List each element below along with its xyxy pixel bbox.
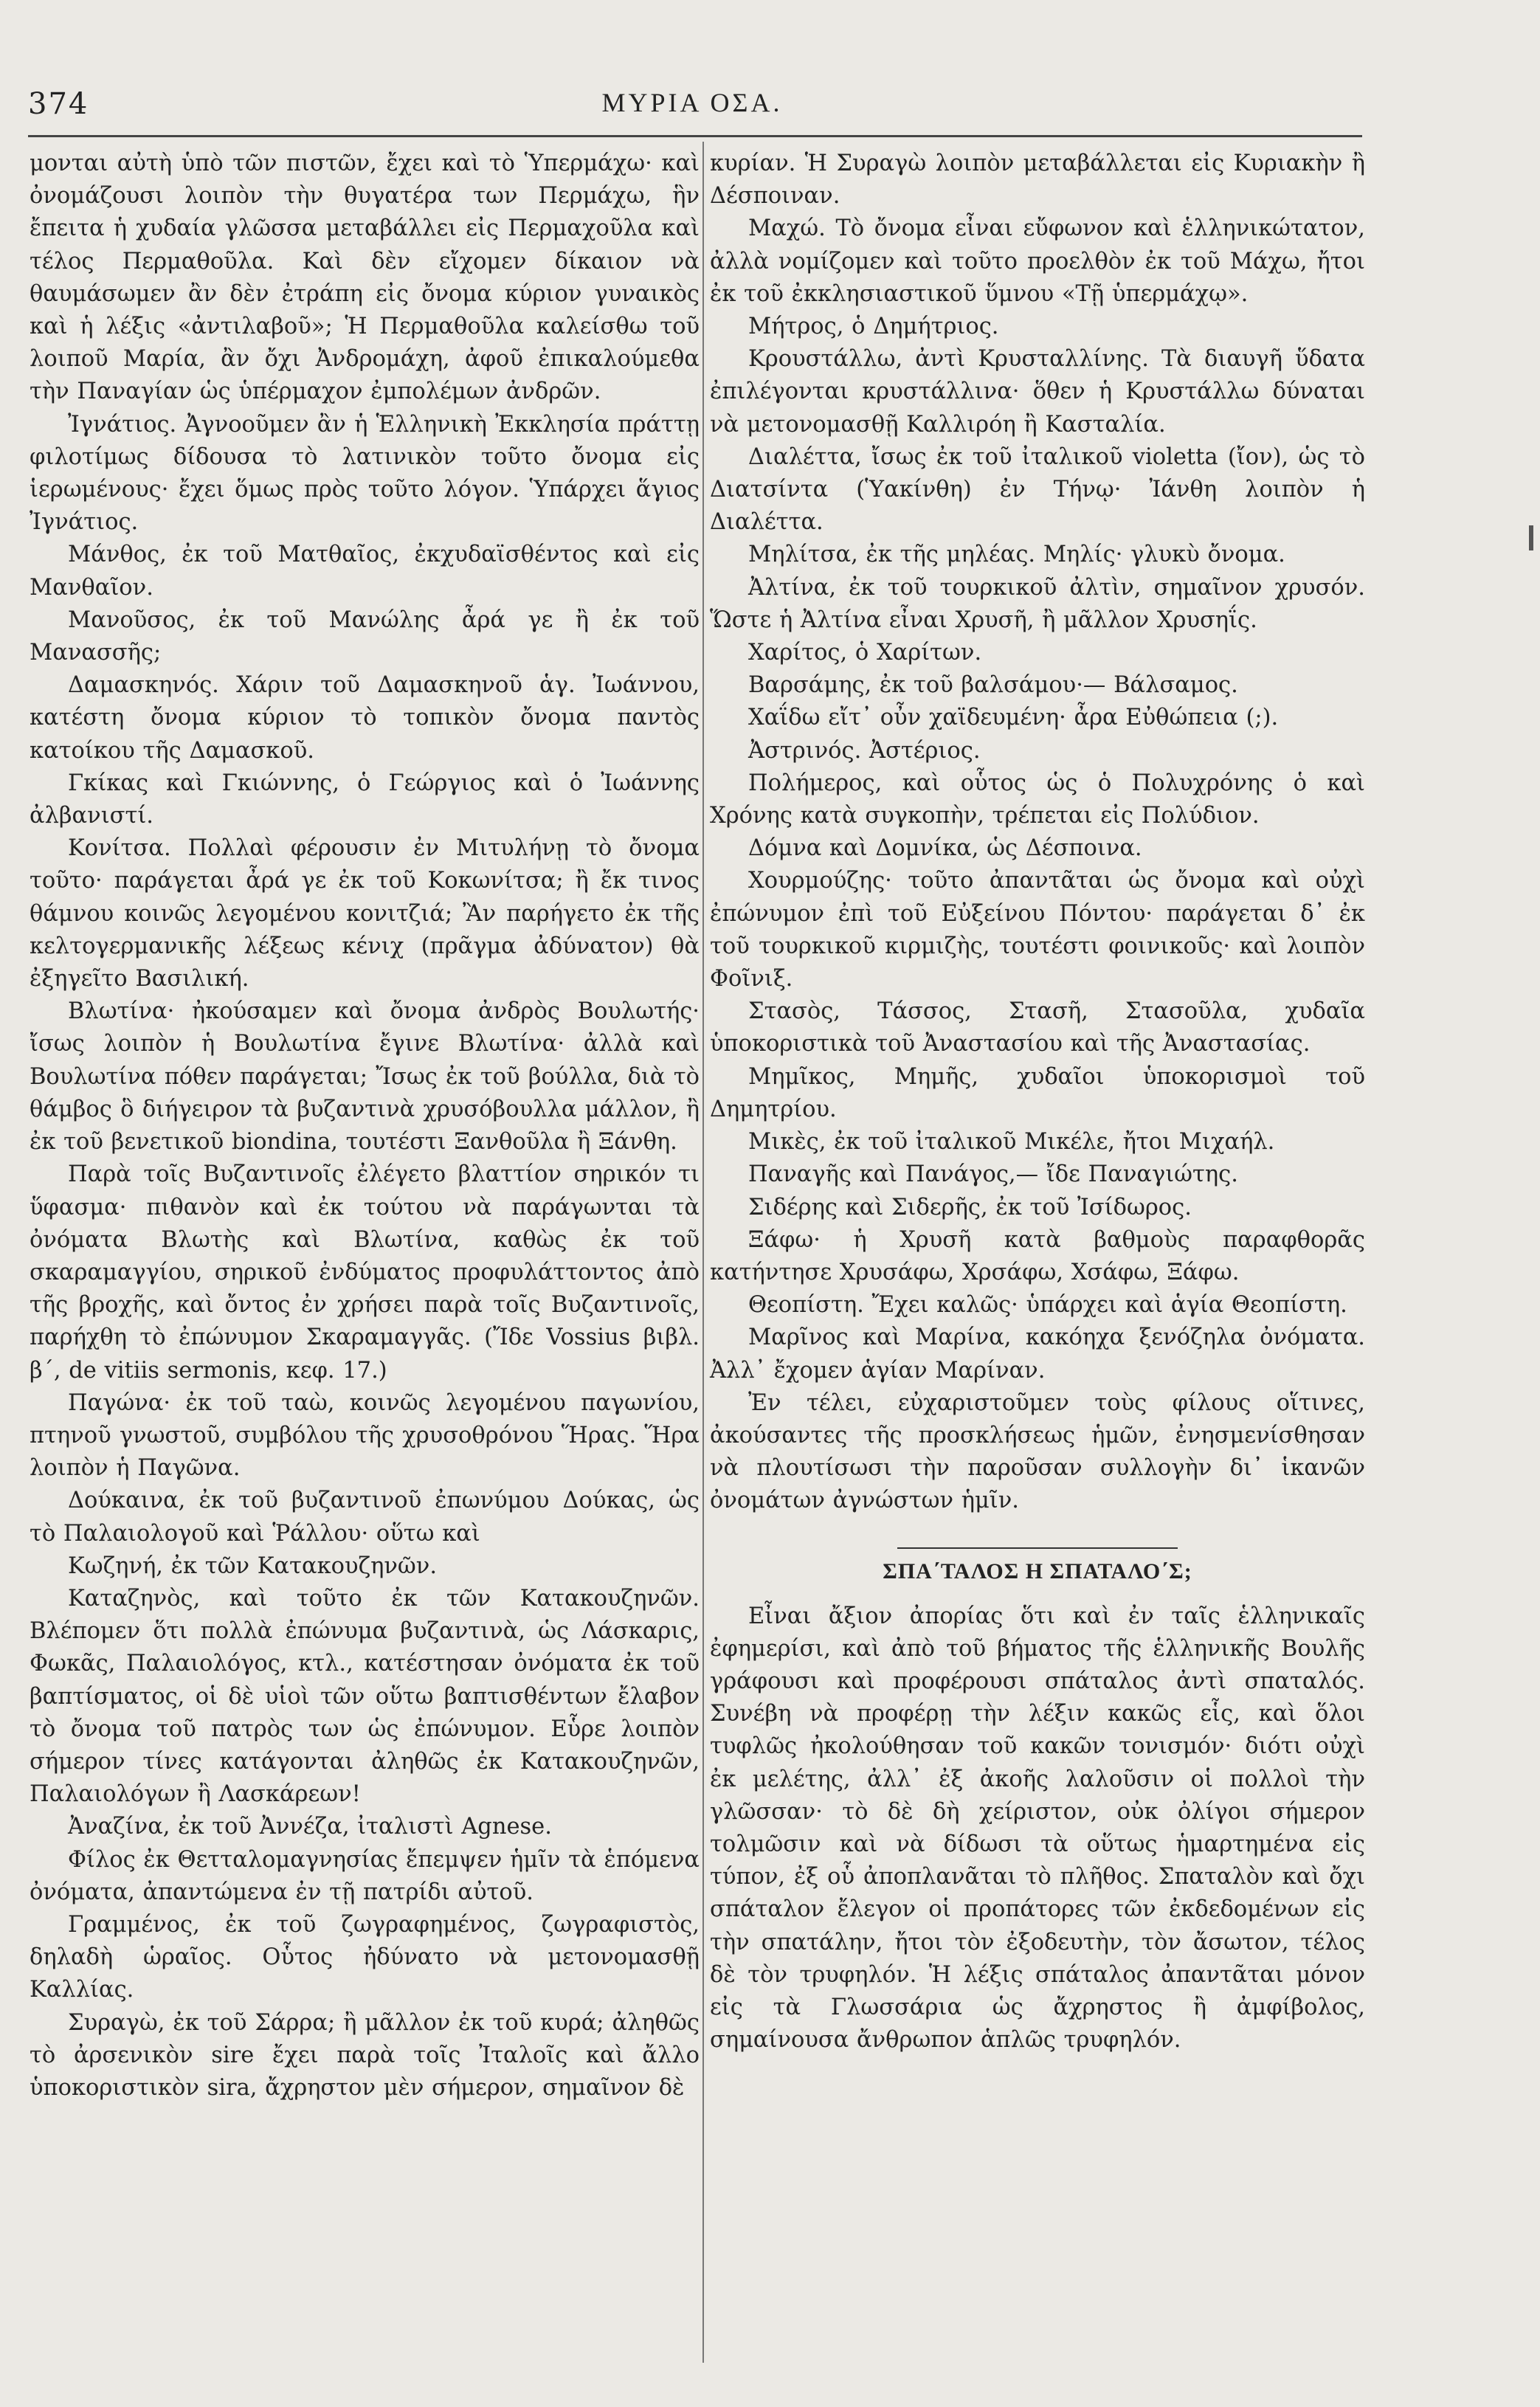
paragraph: Μάνθος, ἐκ τοῦ Ματθαῖος, ἐκχυδαϊσθέντος καὶ εἰς Μανθαῖον. bbox=[30, 542, 700, 601]
paragraph: Παρὰ τοῖς Βυζαντινοῖς ἐλέγετο βλαττίον σηρικόν τι ὕφασμα· πιθανὸν καὶ ἐκ τούτου νὰ παράγωνται τὰ ὀνόματα Βλωτὴς καὶ Βλωτίνα, καθὼς ἐκ τοῦ σκαραμαγγίου, σηρικοῦ ἐνδύματος προφυλάττοντος ἀπὸ τῆς βροχῆς, καὶ ὄντος ἐν χρήσει παρὰ τοῖς Βυζαντινοῖς, παρήχθη τὸ ἐπώνυμον Σκαραμαγγᾶς. (Ἴδε Vossius βιβλ. β΄, de vitiis sermonis, κεφ. 17.) bbox=[30, 1161, 700, 1384]
paragraph: Δαμασκηνός. Χάριν τοῦ Δαμασκηνοῦ ἁγ. Ἰωάννου, κατέστη ὄνομα κύριον τὸ τοπικὸν ὄνομα παντὸς κατοίκου τῆς Δαμασκοῦ. bbox=[30, 672, 700, 764]
section-title: ΣΠΑ΄ΤΑΛΟΣ Η ΣΠΑΤΑΛΟ΄Σ; bbox=[883, 1558, 1192, 1584]
paragraph: Ξάφω· ἡ Χρυσῆ κατὰ βαθμοὺς παραφθορᾶς κατήντησε Χρυσάφω, Χρσάφω, Χσάφω, Ξάφω. bbox=[710, 1226, 1365, 1285]
paragraph: Δούκαινα, ἐκ τοῦ βυζαντινοῦ ἐπωνύμου Δούκας, ὡς τὸ Παλαιολογοῦ καὶ Ῥάλλου· οὕτω καὶ bbox=[30, 1488, 700, 1547]
page-number: 374 bbox=[28, 87, 89, 121]
paragraph: Δόμνα καὶ Δομνίκα, ὡς Δέσποινα. bbox=[748, 835, 1142, 862]
header-rule bbox=[28, 135, 1362, 137]
paragraph: Χαΐδω εἴτ᾽ οὖν χαϊδευμένη· ἆρα Εὐθώπεια (;). bbox=[748, 705, 1279, 731]
paragraph: Γραμμένος, ἐκ τοῦ ζωγραφημένος, ζωγραφιστὸς, δηλαδὴ ὡραῖος. Οὗτος ἠδύνατο νὰ μετονομασθῇ Καλλίας. bbox=[30, 1911, 700, 2003]
paragraph: Πολήμερος, καὶ οὗτος ὡς ὁ Πολυχρόνης ὁ καὶ Χρόνης κατὰ συγκοπὴν, τρέπεται εἰς Πολύδιον. bbox=[710, 770, 1365, 829]
paragraph: Χουρμούζης· τοῦτο ἀπαντᾶται ὡς ὄνομα καὶ οὐχὶ ἐπώνυμον ἐπὶ τοῦ Εὐξείνου Πόντου· παράγεται δ᾽ ἐκ τοῦ τουρκικοῦ κιρμιζὴς, τουτέστι φοινικοῦς· καὶ λοιπὸν Φοῖνιξ. bbox=[710, 868, 1365, 992]
margin-mark bbox=[1529, 525, 1533, 550]
paragraph: Μαχώ. Τὸ ὄνομα εἶναι εὔφωνον καὶ ἑλληνικώτατον, ἀλλὰ νομίζομεν καὶ τοῦτο προελθὸν ἐκ τοῦ Μάχω, ἤτοι ἐκ τοῦ ἐκκλησιαστικοῦ ὕμνου «Τῇ ὑπερμάχῳ». bbox=[710, 215, 1365, 307]
paragraph: Κονίτσα. Πολλαὶ φέρουσιν ἐν Μιτυλήνῃ τὸ ὄνομα τοῦτο· παράγεται ἆρά γε ἐκ τοῦ Κοκωνίτσα; ἢ ἔκ τινος θάμνου κοινῶς λεγομένου κονιτζιά; Ἂν παρήγετο ἐκ τῆς κελτογερμανικῆς λέξεως κένιχ (πρᾶγμα ἀδύνατον) θὰ ἐξηγεῖτο Βασιλική. bbox=[30, 835, 700, 992]
paragraph: Χαρίτος, ὁ Χαρίτων. bbox=[748, 640, 982, 666]
paragraph: Σιδέρης καὶ Σιδερῆς, ἐκ τοῦ Ἰσίδωρος. bbox=[748, 1194, 1192, 1220]
column-divider bbox=[702, 142, 704, 2363]
paragraph: Παναγῆς καὶ Πανάγος,— ἴδε Παναγιώτης. bbox=[748, 1161, 1238, 1188]
paragraph: Μημῖκος, Μημῆς, χυδαῖοι ὑποκορισμοὶ τοῦ Δημητρίου. bbox=[710, 1063, 1365, 1122]
paragraph: Μικὲς, ἐκ τοῦ ἰταλικοῦ Μικέλε, ἤτοι Μιχαήλ. bbox=[748, 1129, 1275, 1156]
paragraph: μονται αὐτὴ ὑπὸ τῶν πιστῶν, ἔχει καὶ τὸ Ὑπερμάχω· καὶ ὀνομάζουσι λοιπὸν τὴν θυγατέρα των Περμάχω, ἣν ἔπειτα ἡ χυδαία γλῶσσα μεταβάλλει εἰς Περμαχοῦλα καὶ τέλος Περμαθοῦλα. Καὶ δὲν εἴχομεν δίκαιον νὰ θαυμάσωμεν ἂν δὲν ἐτράπη εἰς ὄνομα κύριον γυναικὸς καὶ ἡ λέξις «ἀντιλαβοῦ»; Ἡ Περμαθοῦλα καλείσθω τοῦ λοιποῦ Μαρία, ἂν ὄχι Ἀνδρομάχη, ἀφοῦ ἐπικαλούμεθα τὴν Παναγίαν ὡς ὑπέρμαχον ἐμπολέμων ἀνδρῶν. bbox=[30, 151, 700, 405]
running-title: ΜΥΡΙΑ ΟΣΑ. bbox=[601, 88, 783, 117]
paragraph: Κωζηνή, ἐκ τῶν Κατακουζηνῶν. bbox=[68, 1553, 438, 1579]
paragraph: Μανοῦσος, ἐκ τοῦ Μανώλης ἆρά γε ἢ ἐκ τοῦ Μανασσῆς; bbox=[30, 607, 700, 666]
paragraph: Μηλίτσα, ἐκ τῆς μηλέας. Μηλίς· γλυκὺ ὄνομα. bbox=[748, 542, 1285, 568]
paragraph: Παγώνα· ἐκ τοῦ ταὼ, κοινῶς λεγομένου παγωνίου, πτηνοῦ γνωστοῦ, συμβόλου τῆς χρυσοθρόνου Ἥρας. Ἥρα λοιπὸν ἡ Παγῶνα. bbox=[30, 1389, 700, 1482]
paragraph: Συραγὼ, ἐκ τοῦ Σάρρα; ἢ μᾶλλον ἐκ τοῦ κυρά; ἀληθῶς τὸ ἀρσενικὸν sire ἔχει παρὰ τοῖς Ἰταλοῖς καὶ ἄλλο ὑποκοριστικὸν sira, ἄχρηστον μὲν σήμερον, σημαῖνον δὲ bbox=[30, 2009, 700, 2101]
paragraph: Ἀναζίνα, ἐκ τοῦ Ἀννέζα, ἰταλιστὶ Agnese. bbox=[68, 1814, 552, 1840]
page-header bbox=[28, 87, 1356, 131]
paragraph: Θεοπίστη. Ἔχει καλῶς· ὑπάρχει καὶ ἁγία Θεοπίστη. bbox=[748, 1292, 1347, 1319]
paragraph: Βαρσάμης, ἐκ τοῦ βαλσάμου·— Βάλσαμος. bbox=[748, 672, 1238, 699]
paragraph: Στασὸς, Τάσσος, Στασῆ, Στασοῦλα, χυδαῖα ὑποκοριστικὰ τοῦ Ἀναστασίου καὶ τῆς Ἀναστασίας. bbox=[710, 998, 1365, 1057]
paragraph: Γκίκας καὶ Γκιώννης, ὁ Γεώργιος καὶ ὁ Ἰωάννης ἀλβανιστί. bbox=[30, 770, 700, 829]
paragraph: Ἀστρινός. Ἀστέριος. bbox=[748, 737, 981, 764]
paragraph: Κρουστάλλω, ἀντὶ Κρυσταλλίνης. Τὰ διαυγῆ ὕδατα ἐπιλέγονται κρυστάλλινα· ὅθεν ἡ Κρυστάλλω δύναται νὰ μετονομασθῇ Καλλιρόη ἢ Κασταλία. bbox=[710, 346, 1365, 438]
left-column bbox=[30, 148, 700, 2104]
paragraph: Ἰγνάτιος. Ἀγνοοῦμεν ἂν ἡ Ἑλληνικὴ Ἐκκλησία πράττῃ φιλοτίμως δίδουσα τὸ λατινικὸν τοῦτο ὄνομα εἰς ἱερωμένους· ἔχει ὅμως πρὸς τοῦτο λόγον. Ὑπάρχει ἅγιος Ἰγνάτιος. bbox=[30, 411, 700, 536]
paragraph: Ἐν τέλει, εὐχαριστοῦμεν τοὺς φίλους οἵτινες, ἀκούσαντες τῆς προσκλήσεως ἡμῶν, ἐνησμενίσθησαν νὰ πλουτίσωσι τὴν παροῦσαν συλλογὴν δι᾽ ἱκανῶν ὀνομάτων ἀγνώστων ἡμῖν. bbox=[710, 1389, 1365, 1514]
section-rule bbox=[897, 1547, 1178, 1549]
paragraph: Φίλος ἐκ Θετταλομαγνησίας ἔπεμψεν ἡμῖν τὰ ἑπόμενα ὀνόματα, ἀπαντώμενα ἐν τῇ πατρίδι αὐτοῦ. bbox=[30, 1846, 700, 1905]
paragraph: Εἶναι ἄξιον ἀπορίας ὅτι καὶ ἐν ταῖς ἑλληνικαῖς ἐφημερίσι, καὶ ἀπὸ τοῦ βήματος τῆς ἑλληνικῆς Βουλῆς γράφουσι καὶ προφέρουσι σπάταλος ἀντὶ σπαταλός. Συνέβη νὰ προφέρῃ τὴν λέξιν κακῶς εἷς, καὶ ὅλοι τυφλῶς ἠκολούθησαν τοῦ κακῶν τονισμόν· διότι οὐχὶ ἐκ μελέτης, ἀλλ᾽ ἐξ ἀκοῆς λαλοῦσιν οἱ πολλοὶ τὴν γλῶσσαν· τὸ δὲ δὴ χείριστον, οὐκ ὀλίγοι σήμερον τολμῶσιν καὶ νὰ δίδωσι τὰ οὕτως ἡμαρτημένα εἰς τύπον, ἐξ οὗ ἀποπλανᾶται τὸ πλῆθος. Σπαταλὸν καὶ ὄχι σπάταλον ἔλεγον οἱ προπάτορες τῶν ἐκδεδομένων εἰς τὴν σπατάλην, ἤτοι τὸν ἐξοδευτὴν, τὸν ἄσωτον, τέλος δὲ τὸν τρυφηλόν. Ἡ λέξις σπάταλος ἀπαντᾶται μόνον εἰς τὰ Γλωσσάρια ὡς ἄχρηστος ἢ ἀμφίβολος, σημαίνουσα ἄνθρωπον ἁπλῶς τρυφηλόν. bbox=[710, 1603, 1365, 2054]
paragraph: Διαλέττα, ἴσως ἐκ τοῦ ἰταλικοῦ violetta (ἴον), ὡς τὸ Διατσίντα (Ὑακίνθη) ἐν Τήνῳ· Ἰάνθη λοιπὸν ἡ Διαλέττα. bbox=[710, 443, 1365, 536]
paragraph: Μήτρος, ὁ Δημήτριος. bbox=[748, 314, 999, 340]
paragraph: Βλωτίνα· ἠκούσαμεν καὶ ὄνομα ἀνδρὸς Βουλωτής· ἴσως λοιπὸν ἡ Βουλωτίνα ἔγινε Βλωτίνα· ἀλλὰ καὶ Βουλωτίνα πόθεν παράγεται; Ἴσως ἐκ τοῦ βούλλα, διὰ τὸ θάμβος ὃ διήγειρον τὰ βυζαντινὰ χρυσόβουλλα μάλλον, ἢ ἐκ τοῦ βενετικοῦ biondina, τουτέστι Ξανθοῦλα ἢ Ξάνθη. bbox=[30, 998, 700, 1156]
paragraph: κυρίαν. Ἡ Συραγὼ λοιπὸν μεταβάλλεται εἰς Κυριακὴν ἢ Δέσποιναν. bbox=[710, 151, 1365, 210]
paragraph: Μαρῖνος καὶ Μαρίνα, κακόηχα ξενόζηλα ὀνόματα. Ἀλλ᾽ ἔχομεν ἁγίαν Μαρίναν. bbox=[710, 1325, 1365, 1384]
right-column bbox=[710, 148, 1365, 2057]
paragraph: Ἀλτίνα, ἐκ τοῦ τουρκικοῦ ἀλτὶν, σημαῖνον χρυσόν. Ὥστε ἡ Ἀλτίνα εἶναι Χρυσῆ, ἢ μᾶλλον Χρυσηΐς. bbox=[710, 574, 1365, 633]
paragraph: Καταζηνὸς, καὶ τοῦτο ἐκ τῶν Κατακουζηνῶν. Βλέπομεν ὅτι πολλὰ ἐπώνυμα βυζαντινὰ, ὡς Λάσκαρις, Φωκᾶς, Παλαιολόγος, κτλ., κατέστησαν ὀνόματα ἐκ τοῦ βαπτίσματος, οἱ δὲ υἱοὶ τῶν οὕτω βαπτισθέντων ἔλαβον τὸ ὄνομα τοῦ πατρὸς των ὡς ἐπώνυμον. Εὗρε λοιπὸν σήμερον τίνες κατάγονται ἀληθῶς ἐκ Κατακουζηνῶν, Παλαιολόγων ἢ Λασκάρεων! bbox=[30, 1585, 700, 1808]
